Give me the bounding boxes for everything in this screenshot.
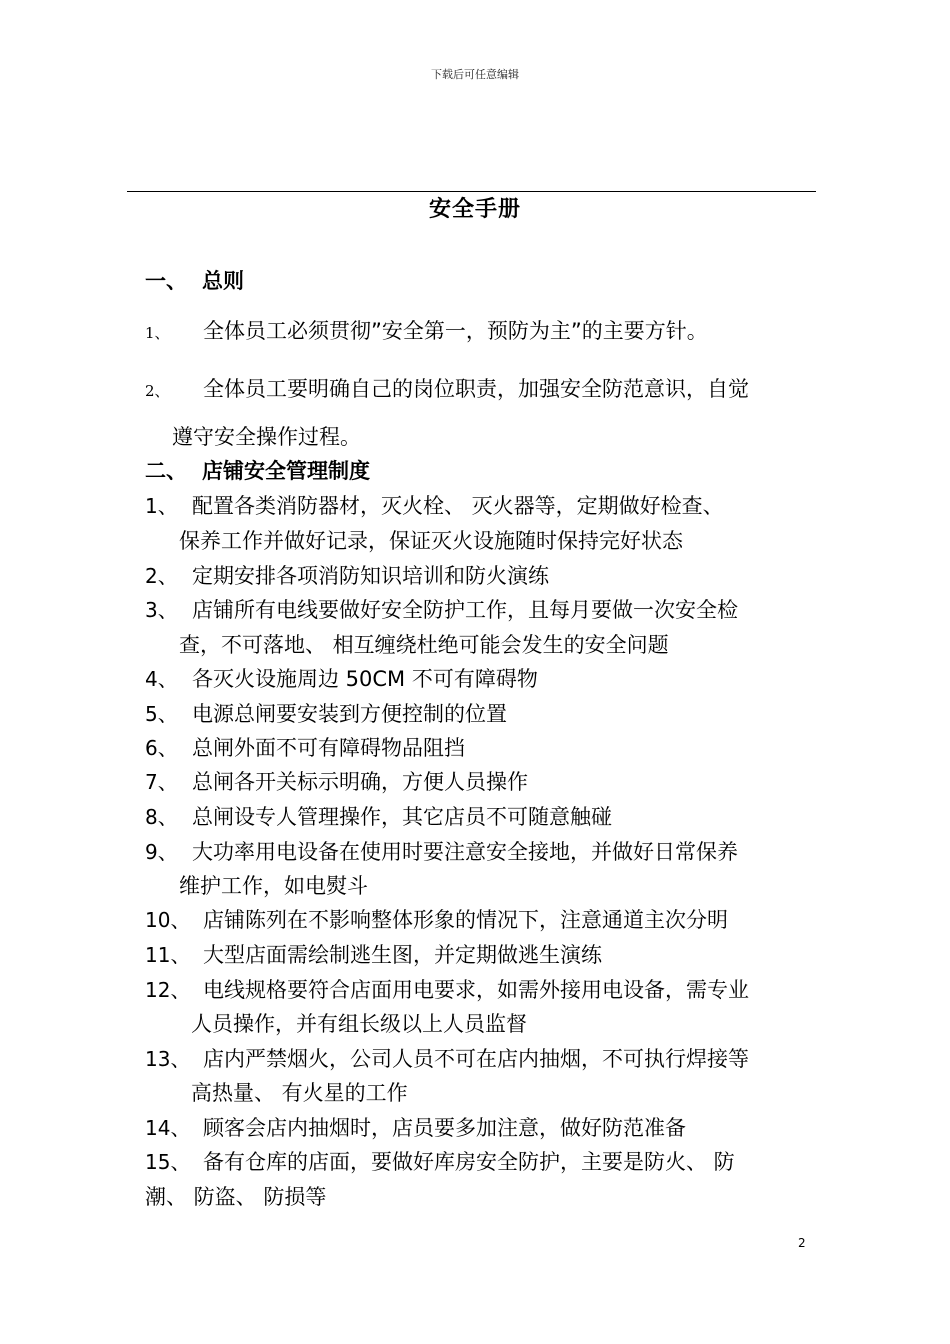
- item-text: 总闸外面不可有障碍物品阻挡: [192, 736, 465, 760]
- item-text: 店铺所有电线要做好安全防护工作，且每月要做一次安全检: [192, 598, 738, 622]
- item-text: 遵守安全操作过程。: [172, 425, 361, 449]
- item-number: 3、: [145, 598, 178, 622]
- item-text: 各灭火设施周边 50CM 不可有障碍物: [192, 667, 538, 691]
- item-number: 8、: [145, 805, 178, 829]
- item-text: 备有仓库的店面，要做好库房安全防护，主要是防火、 防: [203, 1150, 735, 1174]
- header-note: 下载后可任意编辑: [431, 68, 519, 81]
- item-number: 1、: [145, 494, 178, 518]
- item-text: 店内严禁烟火，公司人员不可在店内抽烟，不可执行焊接等: [203, 1047, 749, 1071]
- item-text: 潮、 防盗、 防损等: [145, 1185, 327, 1209]
- item-number: 1、: [145, 324, 170, 342]
- item-text: 全体员工必须贯彻”安全第一，预防为主”的主要方针。: [203, 319, 708, 343]
- item-text: 总闸设专人管理操作，其它店员不可随意触碰: [192, 805, 612, 829]
- item-text: 保养工作并做好记录，保证灭火设施随时保持完好状态: [179, 529, 683, 553]
- item-text: 配置各类消防器材，灭火栓、 灭火器等，定期做好检查、: [192, 494, 724, 518]
- item-text: 人员操作，并有组长级以上人员监督: [191, 1012, 527, 1036]
- item-number: 12、: [145, 978, 191, 1002]
- item-number: 13、: [145, 1047, 191, 1071]
- item-text: 查，不可落地、 相互缠绕杜绝可能会发生的安全问题: [179, 633, 669, 657]
- item-text: 高热量、 有火星的工作: [191, 1081, 408, 1105]
- item-number: 7、: [145, 770, 178, 794]
- item-text: 电源总闸要安装到方便控制的位置: [192, 702, 507, 726]
- item-text: 大型店面需绘制逃生图，并定期做逃生演练: [203, 943, 602, 967]
- item-number: 14、: [145, 1116, 191, 1140]
- item-number: 9、: [145, 840, 178, 864]
- item-number: 5、: [145, 702, 178, 726]
- page-title: 安全手册: [428, 197, 521, 222]
- item-text: 顾客会店内抽烟时，店员要多加注意，做好防范准备: [203, 1116, 686, 1140]
- item-text: 总闸各开关标示明确，方便人员操作: [192, 770, 528, 794]
- section-heading: 店铺安全管理制度: [202, 459, 370, 483]
- item-text: 定期安排各项消防知识培训和防火演练: [192, 564, 549, 588]
- section-number: 一、: [145, 269, 187, 293]
- item-number: 6、: [145, 736, 178, 760]
- item-text: 全体员工要明确自己的岗位职责，加强安全防范意识，自觉: [203, 377, 749, 401]
- item-number: 4、: [145, 667, 178, 691]
- item-text: 电线规格要符合店面用电要求，如需外接用电设备，需专业: [203, 978, 749, 1002]
- item-number: 2、: [145, 382, 170, 400]
- section-number: 二、: [145, 459, 187, 483]
- section-heading: 总则: [202, 269, 244, 293]
- item-number: 11、: [145, 943, 191, 967]
- item-number: 15、: [145, 1150, 191, 1174]
- item-number: 10、: [145, 908, 191, 932]
- item-text: 大功率用电设备在使用时要注意安全接地，并做好日常保养: [192, 840, 738, 864]
- item-number: 2、: [145, 564, 178, 588]
- item-text: 维护工作，如电熨斗: [179, 874, 368, 898]
- page-number: 2: [798, 1236, 806, 1250]
- item-text: 店铺陈列在不影响整体形象的情况下，注意通道主次分明: [203, 908, 728, 932]
